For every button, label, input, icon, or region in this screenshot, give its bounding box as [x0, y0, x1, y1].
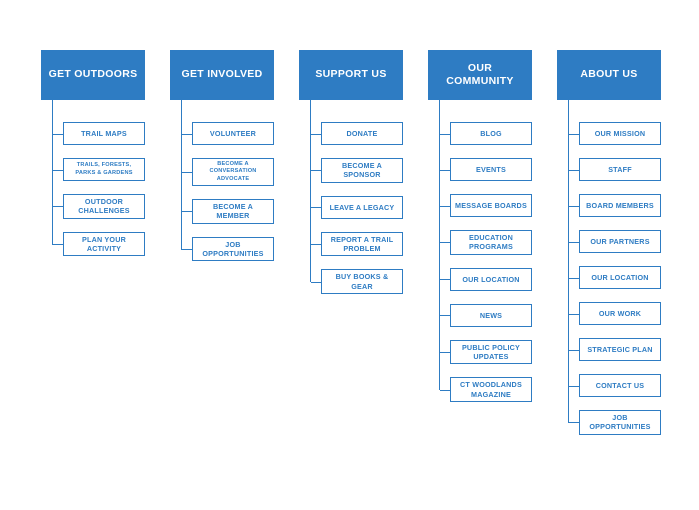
sitemap-node[interactable]: LEAVE A LEGACY: [321, 196, 403, 219]
sitemap-node[interactable]: BECOME A SPONSOR: [321, 158, 403, 183]
connector-line: [310, 100, 311, 282]
sitemap-node[interactable]: CT WOODLANDS MAGAZINE: [450, 377, 532, 402]
sitemap-column: [170, 50, 274, 274]
sitemap-node[interactable]: OUR PARTNERS: [579, 230, 661, 253]
sitemap-node[interactable]: BLOG: [450, 122, 532, 145]
sitemap-node[interactable]: PUBLIC POLICY UPDATES: [450, 340, 532, 365]
sitemap-node[interactable]: CONTACT US: [579, 374, 661, 397]
sitemap-node[interactable]: EVENTS: [450, 158, 532, 181]
sitemap-node[interactable]: VOLUNTEER: [192, 122, 274, 145]
sitemap-node[interactable]: REPORT A TRAIL PROBLEM: [321, 232, 403, 257]
connector-line: [568, 100, 569, 423]
sitemap-node[interactable]: JOB OPPORTUNITIES: [192, 237, 274, 262]
sitemap-node[interactable]: TRAIL MAPS: [63, 122, 145, 145]
sitemap-node[interactable]: BECOME A CONVERSATION ADVOCATE: [192, 158, 274, 186]
sitemap-node[interactable]: MESSAGE BOARDS: [450, 194, 532, 217]
sitemap-column: [557, 50, 661, 448]
column-header[interactable]: GET OUTDOORS: [41, 50, 145, 100]
connector-line: [439, 100, 440, 390]
connector-line: [181, 100, 182, 250]
column-header[interactable]: ABOUT US: [557, 50, 661, 100]
sitemap-column: [41, 50, 145, 269]
sitemap-node[interactable]: STAFF: [579, 158, 661, 181]
sitemap-node[interactable]: TRAILS, FORESTS, PARKS & GARDENS: [63, 158, 145, 181]
sitemap-column: [428, 50, 532, 415]
sitemap-node[interactable]: PLAN YOUR ACTIVITY: [63, 232, 145, 257]
sitemap-node[interactable]: STRATEGIC PLAN: [579, 338, 661, 361]
column-header[interactable]: OUR COMMUNITY: [428, 50, 532, 100]
column-children: [41, 122, 145, 256]
column-children: [557, 122, 661, 435]
column-children: [170, 122, 274, 261]
sitemap-node[interactable]: EDUCATION PROGRAMS: [450, 230, 532, 255]
column-children: [299, 122, 403, 294]
sitemap-node[interactable]: OUR LOCATION: [450, 268, 532, 291]
sitemap-node[interactable]: JOB OPPORTUNITIES: [579, 410, 661, 435]
sitemap-node[interactable]: OUR LOCATION: [579, 266, 661, 289]
column-header[interactable]: SUPPORT US: [299, 50, 403, 100]
sitemap-column: [299, 50, 403, 307]
sitemap-node[interactable]: BUY BOOKS & GEAR: [321, 269, 403, 294]
sitemap-node[interactable]: DONATE: [321, 122, 403, 145]
column-header[interactable]: GET INVOLVED: [170, 50, 274, 100]
column-children: [428, 122, 532, 402]
connector-line: [52, 100, 53, 245]
sitemap-node[interactable]: BOARD MEMBERS: [579, 194, 661, 217]
sitemap-node[interactable]: OUR WORK: [579, 302, 661, 325]
sitemap-node[interactable]: OUTDOOR CHALLENGES: [63, 194, 145, 219]
sitemap-node[interactable]: OUR MISSION: [579, 122, 661, 145]
sitemap-node[interactable]: NEWS: [450, 304, 532, 327]
sitemap-node[interactable]: BECOME A MEMBER: [192, 199, 274, 224]
